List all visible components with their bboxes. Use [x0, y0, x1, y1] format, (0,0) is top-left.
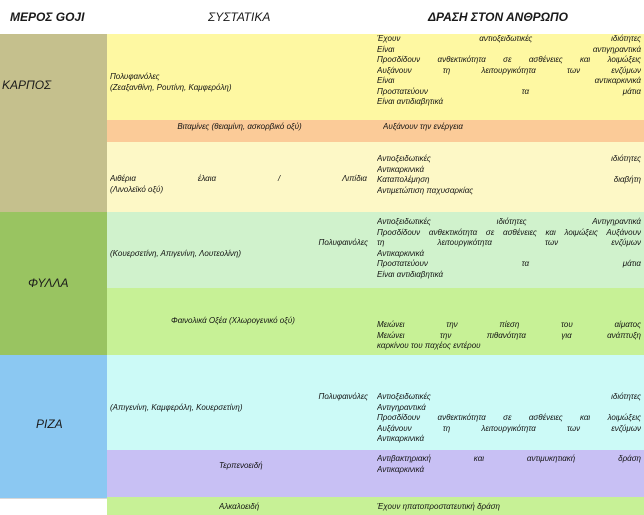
root-polyphenols-row	[107, 355, 644, 450]
root-polyphenols-ingredient: Πολυφαινόλες (Απιγενίνη, Καμφερόλη, Κουερσετίνη)	[110, 392, 368, 412]
root-terpenoids-ingredient: Τερπενοειδή	[219, 461, 263, 470]
part-root-cell	[0, 355, 107, 498]
fruit-polyphenols-action: Έχουν αντιοξειδωτικές ιδιότητες Είναι αντιγηραντικά Προσδίδουν ανθεκτικότητα σε ασθένειες και λοιμώξεις Αυξάνουν τη λειτουργικότητα των ενζύμων Είναι αντικαρκινικά Προστατεύουν τα μάτια Είναι αντιδιαβητικά	[377, 34, 641, 106]
header-part: ΜΕΡΟΣ GOJI	[10, 10, 85, 24]
leaves-polyphenols-ingredient: Πολυφαινόλες (Κουερσετίνη, Απιγενίνη, Λουτεολίνη)	[110, 238, 368, 258]
root-alkaloids-action: Έχουν ηπατοπροστατευτική δράση	[377, 502, 500, 511]
root-alkaloids-ingredient: Αλκαλοειδή	[219, 502, 260, 511]
part-fruit-cell	[0, 34, 107, 212]
part-root-label: ΡΙΖΑ	[36, 417, 63, 431]
leaves-polyphenols-row	[107, 212, 644, 288]
leaves-phenolic-acids-row	[107, 288, 644, 355]
fruit-oils-ingredient: Αιθέρια έλαια / Λιπίδια (Λινολεϊκό οξύ)	[110, 174, 367, 194]
root-polyphenols-action: Αντιοξειδωτικές ιδιότητες Αντιγηραντικά Προσδίδουν ανθεκτικότητα σε ασθένειες και λοιμώξεις Αυξάνουν τη λειτουργικότητα των ενζύμων Αντικαρκινικά	[377, 392, 641, 443]
root-terpenoids-action: Αντιβακτηριακή και αντιμυκητιακή δράση Αντικαρκινικά	[377, 454, 641, 474]
header-action: ΔΡΑΣΗ ΣΤΟΝ ΑΝΘΡΩΠΟ	[428, 10, 568, 24]
header-ingredients: ΣΥΣΤΑΤΙΚΑ	[208, 10, 271, 24]
fruit-vitamins-row	[107, 120, 644, 142]
fruit-polyphenols-ingredient: Πολυφαινόλες (Ζεαξανθίνη, Ρουτίνη, Καμφερόλη)	[110, 72, 232, 92]
fruit-vitamins-action: Αυξάνουν την ενέργεια	[383, 122, 463, 131]
leaves-polyphenols-action: Αντιοξειδωτικές ιδιότητες Αντιγηραντικά Προσδίδουν ανθεκτικότητα σε ασθένειες και λοιμώξεις Αυξάνουν τη λειτουργικότητα των ενζύμων Αντικαρκινικά Προστατεύουν τα μάτια Είναι αντιδιαβητικά	[377, 217, 641, 279]
part-fruit-label: ΚΑΡΠΟΣ	[2, 78, 52, 92]
leaves-phenolic-acids-ingredient: Φαινολικά Οξέα (Χλωρογενικό οξύ)	[171, 316, 295, 325]
fruit-oils-action: Αντιοξειδωτικές ιδιότητες Αντικαρκινικά Καταπολέμηση διαβήτη Αντιμετώπιση παχυσαρκίας	[377, 154, 641, 195]
sheet-bottom-strip	[0, 498, 107, 515]
fruit-vitamins-ingredient: Βιταμίνες (θειαμίνη, ασκορβικό οξύ)	[177, 122, 302, 131]
fruit-polyphenols-row	[107, 34, 644, 120]
leaves-phenolic-acids-action: Μειώνει την πίεση του αίματος Μειώνει την πιθανότητα για ανάπτυξη καρκίνου του παχέος εντέρου	[377, 320, 641, 350]
fruit-oils-row	[107, 142, 644, 212]
root-terpenoids-row	[107, 450, 644, 497]
part-leaves-cell	[0, 212, 107, 355]
root-alkaloids-row	[107, 497, 644, 515]
part-leaves-label: ΦΥΛΛΑ	[28, 276, 69, 290]
